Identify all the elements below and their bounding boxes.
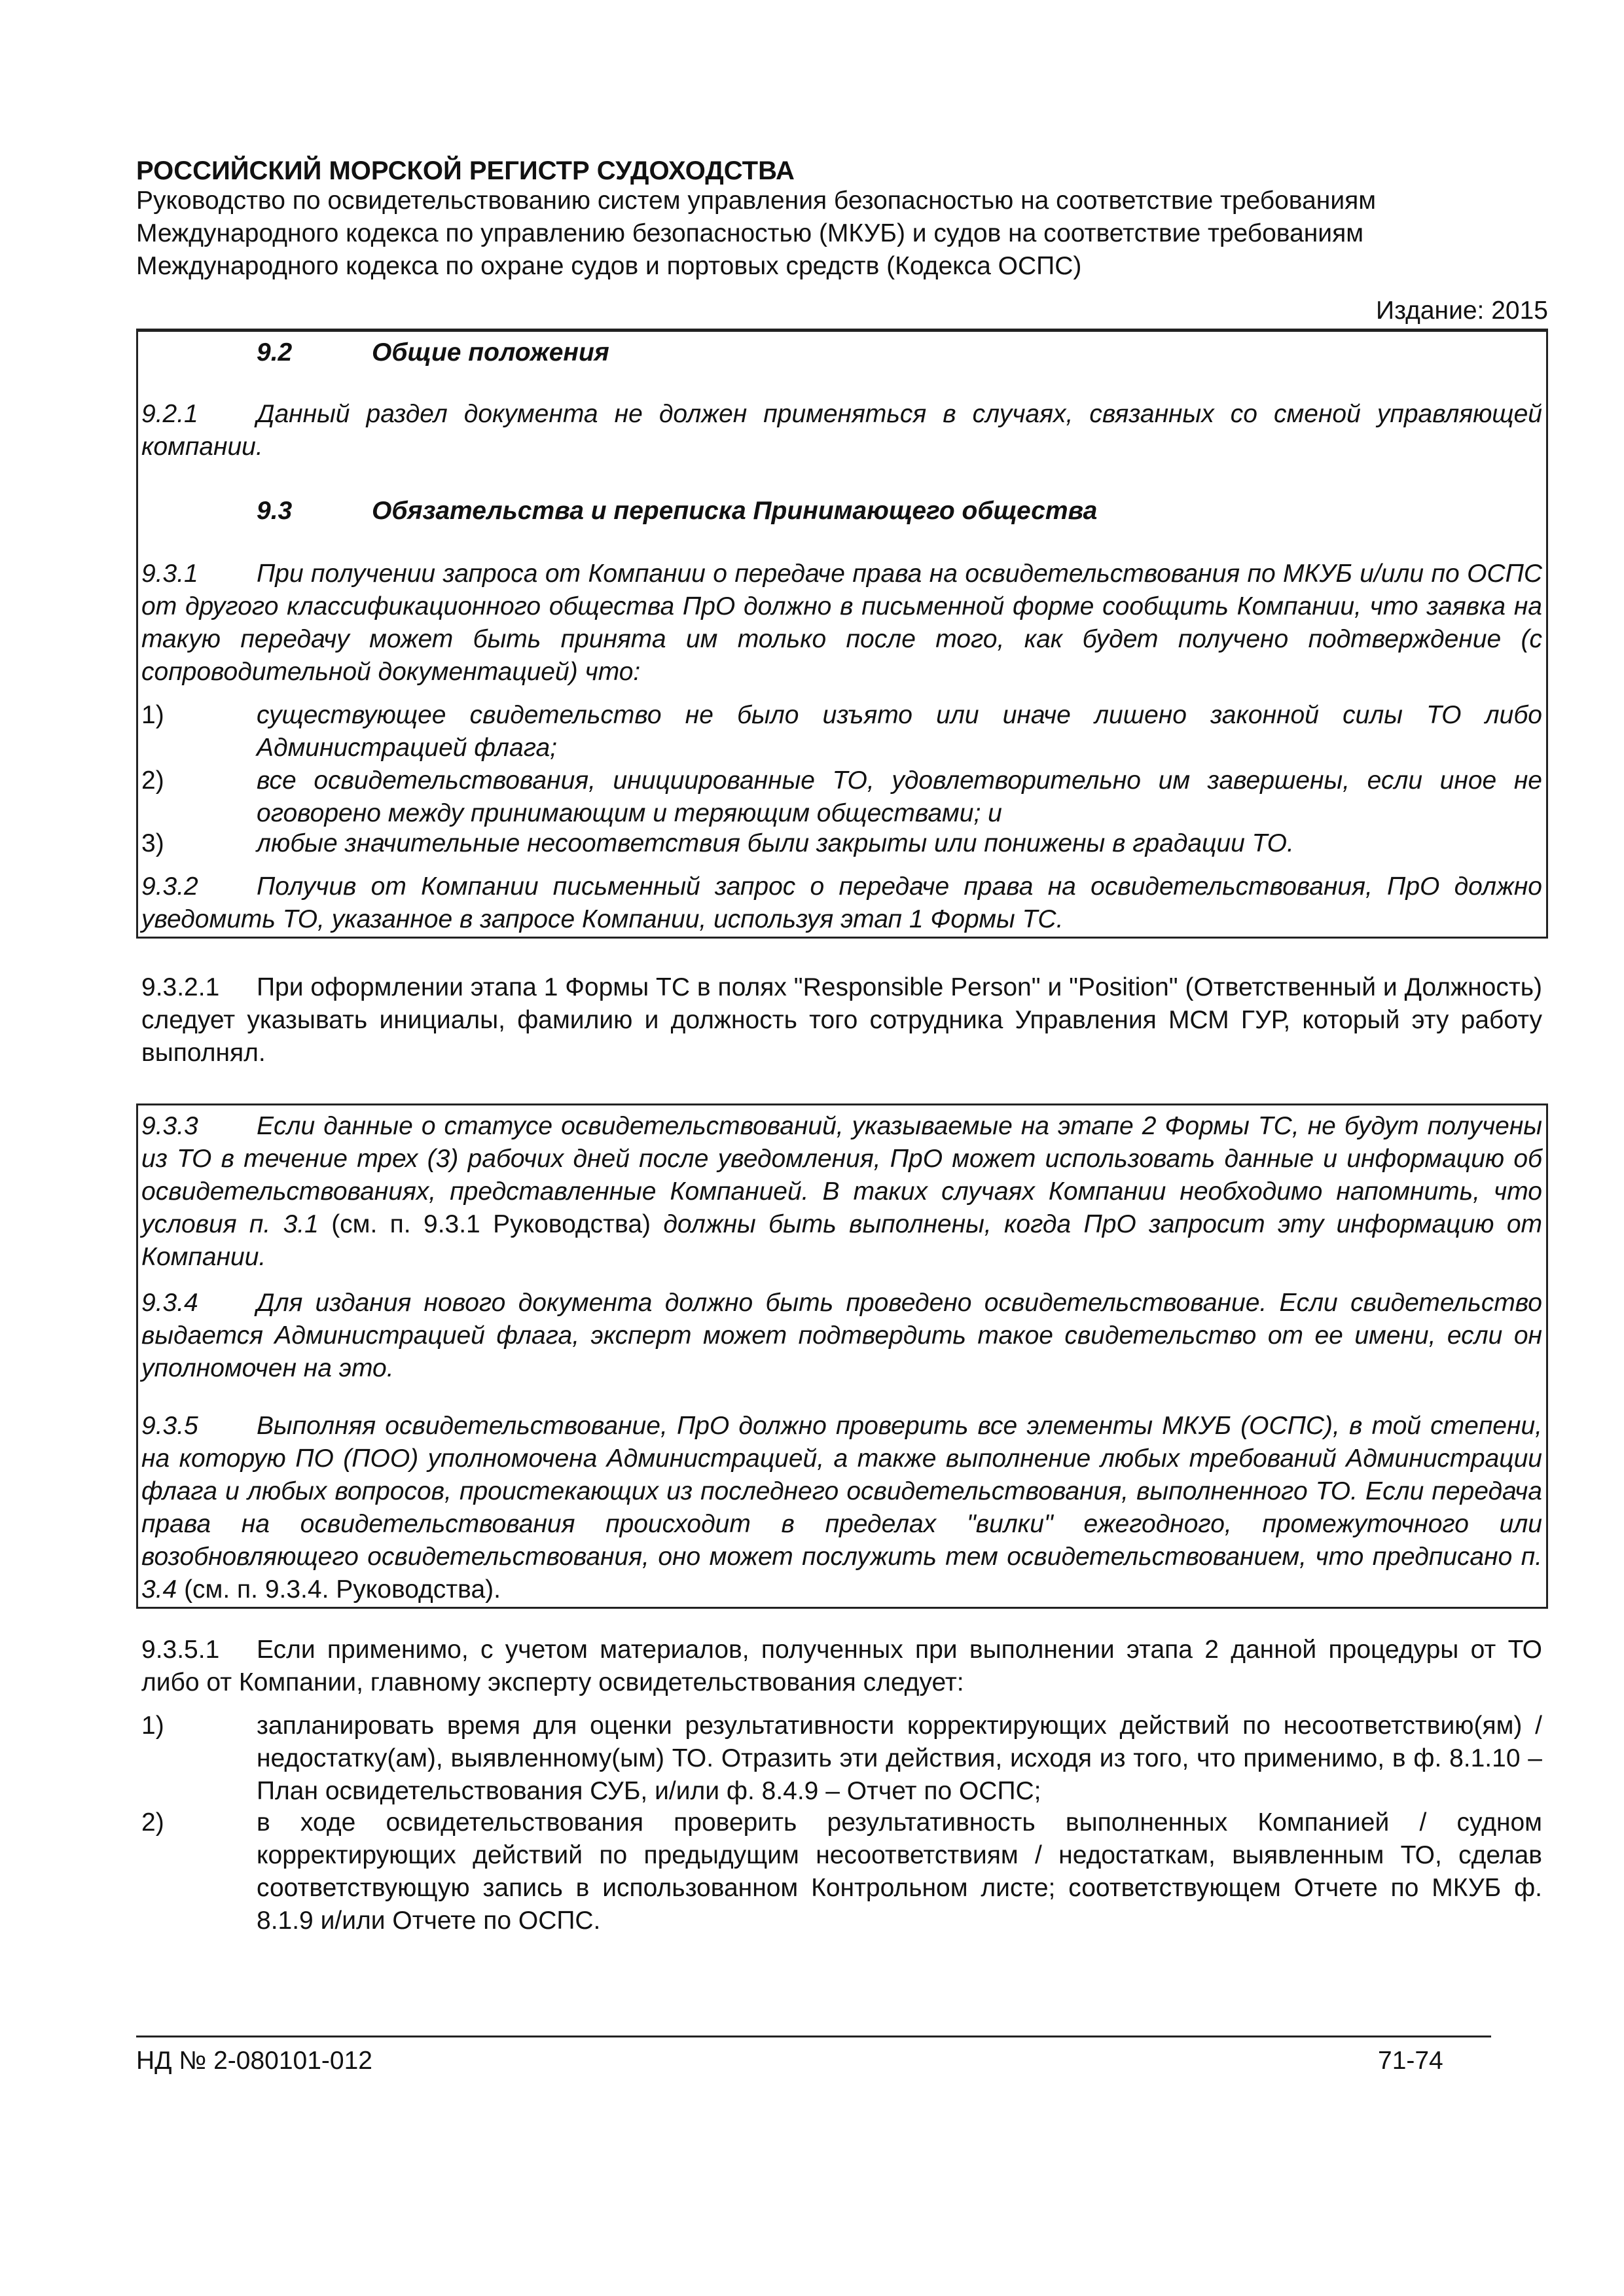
section-9-2-heading [141,336,1542,369]
document-number: НД № 2-080101-012 [136,2047,372,2075]
paragraph-text: Если применимо, с учетом материалов, полученных при выполнении этапа 2 данной процедуры от ТО либо от Компании, главному эксперту освидетельствования следует: [141,1636,1542,1696]
paragraph-number: 9.3.5 [141,1412,198,1440]
list-item-text: все освидетельствования, инициированные ТО, удовлетворительно им завершены, если иное не оговорено между принимающим и теряющим обществами; и [257,766,1542,827]
paragraph-reference: (см. п. 9.3.1 Руководства) [331,1210,651,1238]
paragraph-9-3-2 [141,870,1542,936]
paragraph-text: Выполняя освидетельствование, ПрО должно проверить все элементы МКУБ (ОСПС), в той степени, на которую ПО (ПОО) уполномочена Администрацией, а также выполнение любых требований Администрации флага и любых вопросов, проистекающих из последнего освидетельствования, выполненного ТО. Если передача права на освидетельствования происходит в пределах "вилки" ежегодного, промежуточного или возобновляющего освидетельствования, оно может послужить тем освидетельствованием, что предписано п. 3.4 [141,1412,1542,1604]
paragraph-text: При оформлении этапа 1 Формы ТС в полях "Responsible Person" и "Position" (Ответственный и Должность) следует указывать инициалы, фамилию и должность того сотрудника Управления МСМ ГУР, который эту работу выполнял. [141,973,1542,1067]
paragraph-text: При получении запроса от Компании о передаче права на освидетельствования по МКУБ и/или по ОСПС от другого классификационного общества ПрО должно в письменной форме сообщить Компании, что заявка на такую передачу может быть принята им только после того, как будет получено подтверждение (с сопроводительной документацией) что: [141,560,1542,686]
register-title: РОССИЙСКИЙ МОРСКОЙ РЕГИСТР СУДОХОДСТВА [136,156,795,185]
footer-rule [136,2036,1491,2037]
paragraph-number: 9.3.1 [141,560,198,588]
list-item-text: любые значительные несоответствия были закрыты или понижены в градации ТО. [257,829,1294,857]
list-item-number: 1) [141,701,164,729]
paragraph-9-3-4 [141,1287,1542,1385]
list-item-text: запланировать время для оценки результативности корректирующих действий по несоответствию(ям) / недостатку(ам), выявленному(ым) ТО. Отразить эти действия, исходя из того, что применимо, в ф. 8.1.10 – План освидетельствования СУБ, и/или ф. 8.4.9 – Отчет по ОСПС; [257,1712,1542,1805]
section-title: Общие положения [372,338,609,367]
paragraph-9-3-5-1 [141,1634,1542,1699]
document-subtitle: Руководство по освидетельствованию систем управления безопасностью на соответствие требованиям Международного кодекса по управлению безопасностью (МКУБ) и судов на соответствие требованиям Международного кодекса по охране судов и портовых средств (Кодекса ОСПС) [136,187,1377,280]
paragraph-text: Данный раздел документа не должен применяться в случаях, связанных со сменой управляющей компании. [141,400,1542,461]
paragraph-text-continued: должны быть выполнены, когда ПрО запросит эту информацию от Компании. [141,1210,1543,1271]
list-item-number: 3) [141,829,164,857]
paragraph-number: 9.3.2.1 [141,973,220,1001]
paragraph-number: 9.3.3 [141,1112,198,1140]
edition-label: Издание: 2015 [1376,296,1548,325]
paragraph-text: Для издания нового документа должно быть проведено освидетельствование. Если свидетельство выдается Администрацией флага, эксперт может подтвердить такое свидетельство от ее имени, если он уполномочен на это. [141,1289,1542,1382]
list-item-text: в ходе освидетельствования проверить результативность выполненных Компанией / судном корректирующих действий по предыдущим несоответствиям / недостаткам, выявленным ТО, сделав соответствующую запись в использованном Контрольном листе; соответствующем Отчете по МКУБ ф. 8.1.9 и/или Отчете по ОСПС. [257,1808,1542,1935]
list-item-number: 2) [141,1808,164,1837]
paragraph-text: Если данные о статусе освидетельствований, указываемые на этапе 2 Формы ТС, не будут получены из ТО в течение трех (3) рабочих дней после уведомления, ПрО может использовать данные и информацию об освидетельствованиях, представленные Компанией. В таких случаях Компании необходимо напомнить, что условия п. 3.1 [141,1112,1542,1238]
paragraph-number: 9.3.5.1 [141,1636,220,1664]
paragraph-reference: (см. п. 9.3.4. Руководства). [184,1575,501,1604]
list-item-number: 1) [141,1712,164,1740]
paragraph-number: 9.3.4 [141,1289,198,1317]
section-9-3-heading [141,495,1542,528]
paragraph-9-3-3 [141,1110,1542,1274]
paragraph-9-3-1 [141,558,1542,689]
page-number: 71-74 [1378,2047,1443,2075]
paragraph-9-2-1 [141,398,1542,463]
paragraph-number: 9.3.2 [141,872,198,901]
paragraph-number: 9.2.1 [141,400,198,428]
paragraph-text: Получив от Компании письменный запрос о передаче права на освидетельствования, ПрО должно уведомить ТО, указанное в запросе Компании, используя этап 1 Формы ТС. [141,872,1542,933]
list-item-text: существующее свидетельство не было изъято или иначе лишено законной силы ТО либо Администрацией флага; [257,701,1542,762]
paragraph-9-3-5 [141,1410,1542,1606]
section-number: 9.2 [257,338,293,367]
list-item-number: 2) [141,766,164,795]
paragraph-9-3-2-1 [141,971,1542,1069]
section-title: Обязательства и переписка Принимающего общества [372,497,1098,525]
section-number: 9.3 [257,497,293,525]
